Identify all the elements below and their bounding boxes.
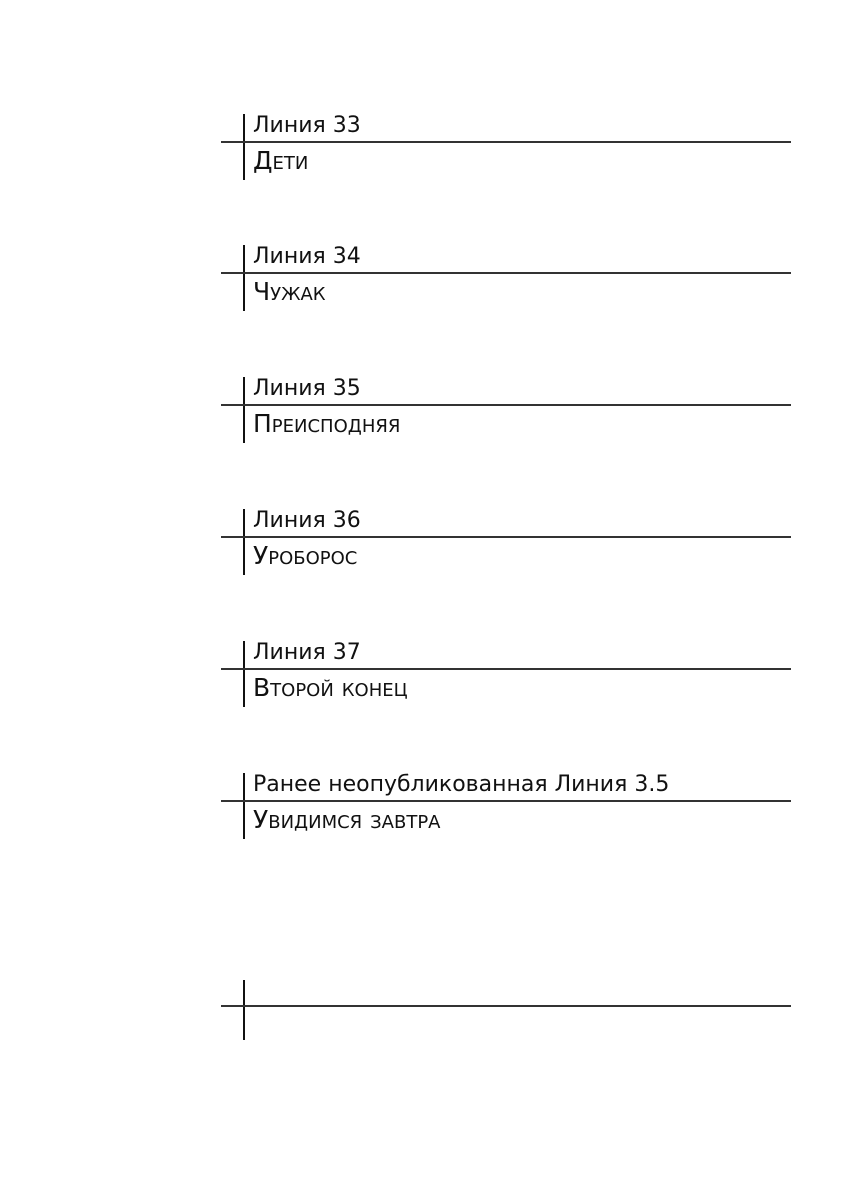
toc-entry-3-5[interactable] <box>243 773 791 839</box>
chapter-title: Преисподняя <box>253 409 401 438</box>
toc-entry-33[interactable] <box>243 114 791 180</box>
end-cross-mark <box>243 980 791 1040</box>
horizontal-rule <box>221 141 791 143</box>
horizontal-rule <box>221 1005 791 1007</box>
vertical-rule <box>243 377 245 443</box>
line-number-label: Линия 35 <box>253 376 361 401</box>
chapter-title: Второй конец <box>253 673 408 702</box>
vertical-rule <box>243 980 245 1040</box>
vertical-rule <box>243 509 245 575</box>
line-number-label: Линия 34 <box>253 244 361 269</box>
horizontal-rule <box>221 800 791 802</box>
line-number-label: Линия 33 <box>253 113 361 138</box>
toc-entry-36[interactable] <box>243 509 791 575</box>
line-number-label: Ранее неопубликованная Линия 3.5 <box>253 772 670 797</box>
horizontal-rule <box>221 272 791 274</box>
vertical-rule <box>243 245 245 311</box>
vertical-rule <box>243 641 245 707</box>
horizontal-rule <box>221 404 791 406</box>
line-number-label: Линия 36 <box>253 508 361 533</box>
chapter-title: Дети <box>253 146 309 175</box>
vertical-rule <box>243 773 245 839</box>
chapter-title: Чужак <box>253 277 326 306</box>
toc-entry-34[interactable] <box>243 245 791 311</box>
toc-entry-35[interactable] <box>243 377 791 443</box>
horizontal-rule <box>221 668 791 670</box>
vertical-rule <box>243 114 245 180</box>
chapter-title: Уроборос <box>253 541 358 570</box>
horizontal-rule <box>221 536 791 538</box>
line-number-label: Линия 37 <box>253 640 361 665</box>
toc-entry-37[interactable] <box>243 641 791 707</box>
chapter-title: Увидимся завтра <box>253 805 441 834</box>
